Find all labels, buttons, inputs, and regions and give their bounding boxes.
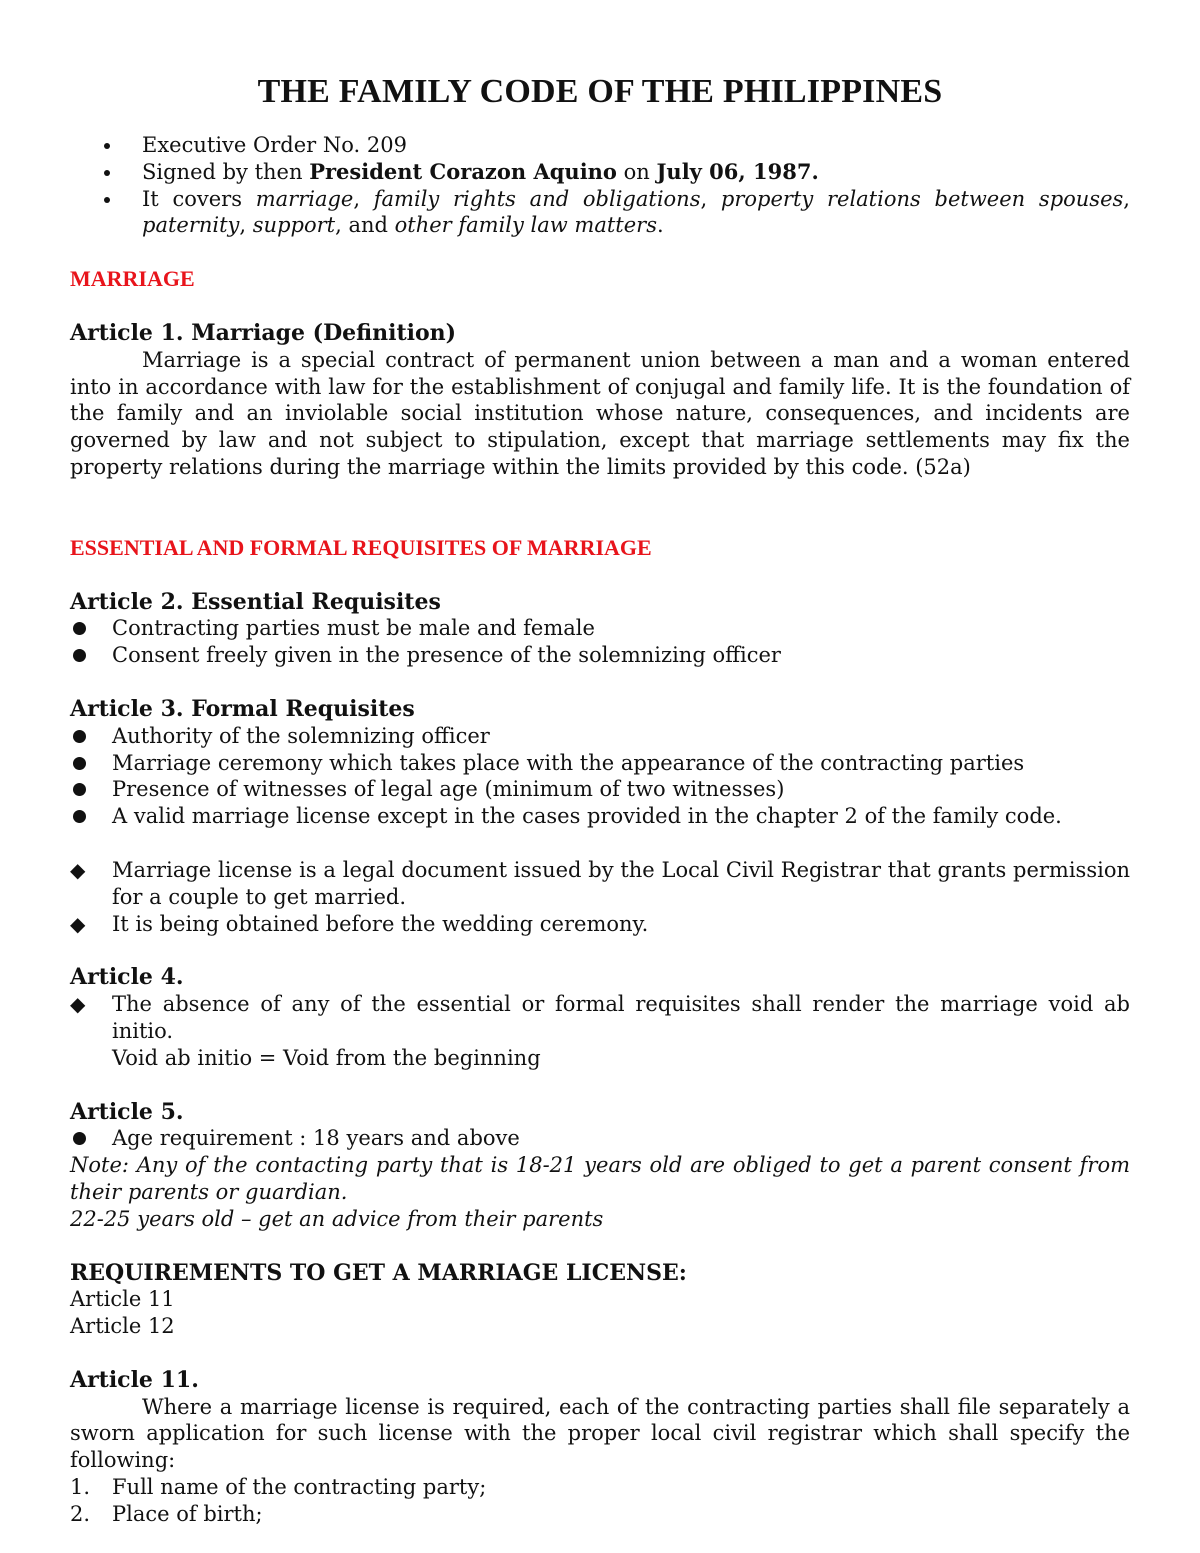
intro-item-executive-order bbox=[100, 132, 1130, 159]
signing-date: July 06, 1987. bbox=[656, 158, 819, 184]
list-item bbox=[70, 1501, 1130, 1528]
article-4-list bbox=[70, 991, 1130, 1071]
list-item: Consent freely given in the presence of the solemnizing officer bbox=[70, 642, 1130, 669]
article-5-title: Article 5. bbox=[70, 1098, 184, 1125]
intro-italic: property relations between spouses bbox=[720, 186, 1124, 211]
list-item: Contracting parties must be male and female bbox=[70, 615, 1130, 642]
intro-text: , bbox=[353, 186, 374, 211]
intro-item-signed bbox=[100, 159, 1130, 186]
article-1-title: Article 1. Marriage (Definition) bbox=[70, 319, 457, 346]
article-11-title: Article 11. bbox=[70, 1366, 199, 1393]
list-item bbox=[70, 991, 1130, 1071]
intro-italic: family rights and obligations bbox=[373, 186, 701, 211]
article-5-note-advice: 22-25 years old – get an advice from their parents bbox=[70, 1206, 604, 1231]
list-item-text: Full name of the contracting party; bbox=[112, 1475, 487, 1500]
intro-text: on bbox=[616, 159, 657, 184]
list-item: Age requirement : 18 years and above bbox=[70, 1125, 1130, 1152]
list-item: A valid marriage license except in the cases provided in the chapter 2 of the family code. bbox=[70, 803, 1130, 830]
section-heading-license-requirements: REQUIREMENTS TO GET A MARRIAGE LICENSE: bbox=[70, 1259, 687, 1286]
article-2-title: Article 2. Essential Requisites bbox=[70, 588, 441, 615]
article-reference: Article 11 bbox=[70, 1287, 175, 1312]
article-4-definition: Void ab initio = Void from the beginning bbox=[112, 1045, 541, 1070]
section-heading-requisites: ESSENTIAL AND FORMAL REQUISITES OF MARRIAGE bbox=[70, 534, 652, 560]
intro-italic: marriage bbox=[255, 186, 354, 211]
article-5-list bbox=[70, 1125, 1130, 1152]
document-page bbox=[70, 0, 1130, 1528]
intro-text: Signed by then bbox=[142, 159, 310, 184]
article-2-list bbox=[70, 615, 1130, 669]
intro-text: It covers bbox=[142, 186, 256, 211]
section-heading-marriage: MARRIAGE bbox=[70, 266, 195, 292]
list-number: 1. bbox=[70, 1475, 91, 1500]
intro-italic: other family law matters bbox=[394, 213, 657, 238]
list-item-text: Place of birth; bbox=[112, 1501, 263, 1526]
intro-text: , bbox=[239, 213, 253, 238]
intro-item-text: Executive Order No. 209 bbox=[142, 133, 407, 157]
intro-text: , bbox=[700, 186, 721, 211]
intro-text: , bbox=[1123, 186, 1130, 211]
list-item: Marriage ceremony which takes place with the appearance of the contracting parties bbox=[70, 750, 1130, 777]
intro-list bbox=[70, 132, 1130, 239]
list-item: ◆ It is being obtained before the wedding ceremony. bbox=[70, 911, 1130, 938]
list-item: ◆ Marriage license is a legal document issued by the Local Civil Registrar that grants permission for a couple to get married. bbox=[70, 857, 1130, 911]
article-3-title: Article 3. Formal Requisites bbox=[70, 695, 415, 722]
list-number: 2. bbox=[70, 1501, 91, 1526]
list-item bbox=[70, 1474, 1130, 1501]
license-notes-list bbox=[70, 857, 1130, 937]
intro-text: . bbox=[656, 213, 664, 238]
article-11-list bbox=[70, 1474, 1130, 1528]
article-1-text: Marriage is a special contract of permanent union between a man and a woman entered into in accordance with law for the establishment of conjugal and family life. It is the foundation of the family and an inviolable social institution whose nature, consequences, and incidents are governed by law and not subject to stipulation, except that marriage settlements may fix the property relations during the marriage within the limits provided by this code. (52a) bbox=[70, 347, 1130, 479]
article-4-line: The absence of any of the essential or formal requisites shall render the marriage void ab initio. bbox=[112, 992, 1130, 1043]
intro-text: , and bbox=[335, 213, 395, 238]
intro-italic: paternity bbox=[142, 213, 240, 238]
document-title: THE FAMILY CODE OF THE PHILIPPINES bbox=[257, 73, 943, 110]
list-item: Authority of the solemnizing officer bbox=[70, 723, 1130, 750]
article-11-text: Where a marriage license is required, each of the contracting parties shall file separately a sworn application for such license with the proper local civil registrar which shall specify the following: bbox=[70, 1394, 1130, 1473]
article-4-title: Article 4. bbox=[70, 964, 184, 991]
intro-italic: support bbox=[252, 213, 336, 238]
article-reference: Article 12 bbox=[70, 1314, 175, 1339]
president-name: President Corazon Aquino bbox=[309, 158, 617, 184]
intro-item-covers bbox=[100, 186, 1130, 240]
article-5-note: Note: Any of the contacting party that is 18-21 years old are obliged to get a parent consent from their parents or guardian. bbox=[70, 1153, 1130, 1204]
list-item: Presence of witnesses of legal age (minimum of two witnesses) bbox=[70, 776, 1130, 803]
article-3-list bbox=[70, 723, 1130, 830]
